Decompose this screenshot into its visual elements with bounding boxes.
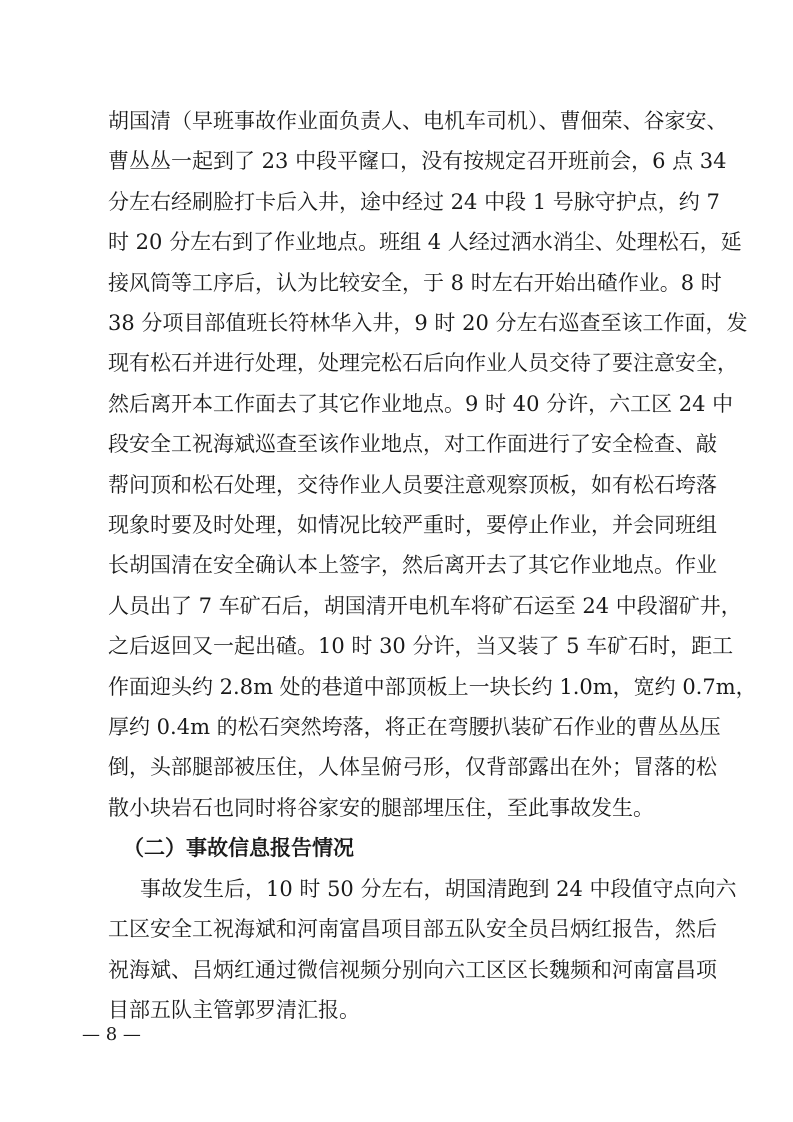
text-line: 散小块岩石也同时将谷家安的腿部埋压住，至此事故发生。 bbox=[108, 795, 654, 820]
text-line: 接风筒等工序后，认为比较安全，于 8 时左右开始出碴作业。8 时 bbox=[108, 270, 722, 295]
text-line: 然后离开本工作面去了其它作业地点。9 时 40 分许，六工区 24 中 bbox=[108, 391, 734, 416]
text-line: 厚约 0.4m 的松石突然垮落，将正在弯腰扒装矿石作业的曹丛丛压 bbox=[108, 715, 721, 739]
text-line: 时 20 分左右到了作业地点。班组 4 人经过洒水消尘、处理松石，延 bbox=[108, 230, 742, 255]
text-line: 38 分项目部值班长符林华入井，9 时 20 分左右巡查至该工作面，发 bbox=[108, 311, 748, 335]
text-line: 作面迎头约 2.8m 处的巷道中部顶板上一块长约 1.0m，宽约 0.7m， bbox=[108, 674, 757, 699]
text-line: 曹丛丛一起到了 23 中段平窿口，没有按规定召开班前会，6 点 34 bbox=[108, 149, 727, 174]
text-line: 分左右经刷脸打卡后入井，途中经过 24 中段 1 号脉守护点，约 7 bbox=[108, 189, 720, 214]
text-line: 人员出了 7 车矿石后，胡国清开电机车将矿石运至 24 中段溜矿井， bbox=[108, 593, 742, 618]
text-line: 现象时要及时处理，如情况比较严重时，要停止作业，并会同班组 bbox=[108, 513, 717, 537]
text-line: 帮问顶和松石处理，交待作业人员要注意观察顶板，如有松石垮落 bbox=[108, 472, 717, 497]
text-line: 工区安全工祝海斌和河南富昌项目部五队安全员吕炳红报告，然后 bbox=[108, 917, 717, 942]
text-line: 倒，头部腿部被压住，人体呈俯弓形，仅背部露出在外；冒落的松 bbox=[108, 755, 717, 780]
section-heading: （二）事故信息报告情况 bbox=[123, 835, 354, 860]
text-line: 段安全工祝海斌巡查至该作业地点，对工作面进行了安全检查、敲 bbox=[108, 432, 717, 457]
text-line: 之后返回又一起出碴。10 时 30 分许，当又装了 5 车矿石时，距工 bbox=[108, 634, 734, 659]
text-line: 祝海斌、吕炳红通过微信视频分别向六工区区长魏频和河南富昌项 bbox=[108, 957, 717, 982]
text-line: 长胡国清在安全确认本上签字，然后离开去了其它作业地点。作业 bbox=[108, 553, 717, 578]
text-line: 胡国清（早班事故作业面负责人、电机车司机）、曹佃荣、谷家安、 bbox=[108, 109, 728, 133]
text-line: 事故发生后，10 时 50 分左右，胡国清跑到 24 中段值守点向六 bbox=[140, 877, 737, 901]
text-line: 目部五队主管郭罗清汇报。 bbox=[108, 998, 360, 1023]
page-number: — 8 — bbox=[82, 1024, 141, 1045]
text-line: 现有松石并进行处理，处理完松石后向作业人员交待了要注意安全， bbox=[108, 351, 738, 376]
